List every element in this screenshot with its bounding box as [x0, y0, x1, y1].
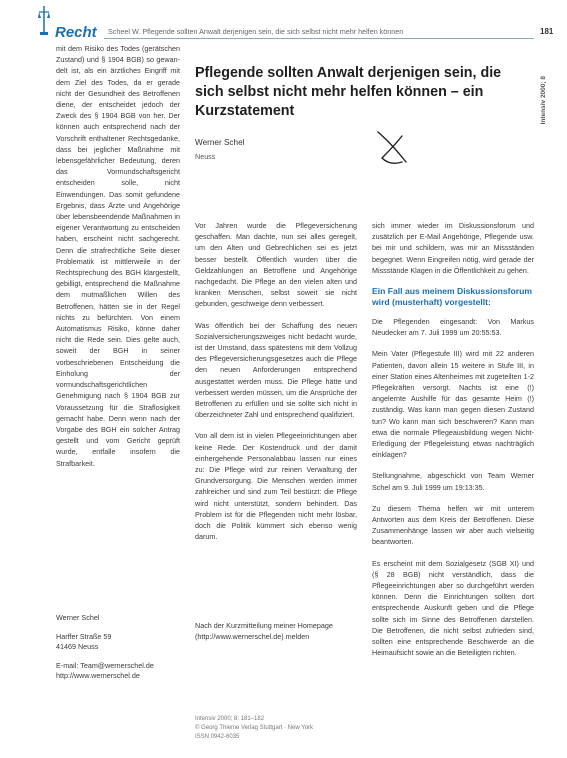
paragraph: Es erscheint mit dem Sozialgesetz (SGB XI) und (§ 28 BGB) nicht verständlich, dass die Pflegeeinrichtungen aber so durchgeführt werden können. Denn die Einrichtungen sollten dort entsprechende Auskunft geben und die Pflege sollte sich im Sinne des Betroffenen darstellen. Die Betroffenen, die nicht selbst zufrieden sind, sollten eine entsprechende Beschwerde an die Heimaufsicht sowie an die Beteiligten richten.	[372, 558, 534, 658]
paragraph: sich immer wieder im Diskussionsforum und zusätzlich per E-Mail Angehörige, Pflegende usw. bei mir und schildern, was mir an Missständen begegnet. Wenn Eingreifen nötig, wird gerade der Missstände Klagen in die Öffentlichkeit zu gehen.	[372, 221, 534, 275]
paragraph: Vor Jahren wurde die Pflegeversicherung geschaffen. Man dachte, nun sei alles geregelt, um den Alten und Gebrechlichen sei es jetzt besser bestellt. Öffentlich wurden über die Geldzahlungen an Betroffene und Angehörige nachgedacht. Die Pflege an den vielen alten und kranken Menschen, selbst soweit sie nicht gebunden, geschweige denn verbessert.	[195, 221, 357, 309]
paragraph: Stellungnahme, abgeschickt von Team Werner Schel am 9. Juli 1999 um 19:13:35.	[372, 471, 534, 492]
article-author: Werner Schel	[195, 138, 245, 147]
contact-street: Harffer Straße 59	[56, 631, 112, 641]
section-tag: Recht	[55, 24, 97, 41]
journal-side-label: Intensiv 2000; 8	[540, 76, 547, 125]
reference-line: Intensiv 2000; 8: 181–182	[195, 716, 265, 722]
running-head: Scheel W. Pflegende sollten Anwalt derjenigen sein, die sich selbst nicht mehr helfen können	[108, 27, 404, 36]
reference-line: © Georg Thieme Verlag Stuttgart · New York	[195, 725, 314, 731]
author-place: Neuss	[195, 152, 216, 161]
article-headline: Pflegende sollten Anwalt derjenigen sein, die sich selbst nicht mehr helfen können – ein Kurzstatement	[195, 65, 502, 119]
forum-subheading: Ein Fall aus meinem Diskussionsforum wird (musterhaft) vorgestellt:	[372, 286, 532, 308]
middle-column-end: Nach der Kurzmitteilung meiner Homepage (http://www.wernerschel.de) melden	[195, 621, 333, 642]
middle-column	[195, 220, 357, 606]
author-signature	[372, 126, 416, 170]
reference-line: ISSN 0942-6035	[195, 734, 240, 740]
page-number: 181	[540, 27, 554, 36]
paragraph: Mein Vater (Pflegestufe III) wird mit 22 anderen Patienten, davon allein 15 weitere in Stufe III, in einer Station eines Altenheimes mit zugeteilten 1-2 Pflegekräften versorgt. Nachts ist eine (!) angelernte Aushilfe für das gesamte Heim (!) zuständig. Was kann man gegen diesen Zustand tun? Wo kann man sich beschweren? Kann man etwa die normale Pflegeausbildung wegen Nicht-Erledigung der Pflegeleistung etwas nachträglich einklagen?	[372, 349, 534, 460]
contact-email: E-mail: Team@wernerschel.de	[56, 660, 154, 670]
paragraph: Zu diesem Thema helfen wir mit unterem Antworten aus dem Kreis der Betroffenen. Diese Zusammenhänge lassen wir aber auch vielseitig beantworten.	[372, 503, 534, 547]
right-column	[372, 220, 534, 758]
author-contact	[56, 613, 180, 682]
contact-web: http://www.wernerschel.de	[56, 671, 140, 681]
contact-name: Werner Schel	[56, 613, 100, 622]
left-column-text: mit dem Risiko des Todes (gerätschen Zustand) und § 1904 BGB) so gewan- delt ist, als ein ärztliches Eingriff mit dem Ziel des Todes, da er gerade nicht der Gesundheit des Betroffenen diene, der entscheidet jedoch der Zweck des § 1904 BGB von her. Der können auch entsprechend nach der Vorschrift enthaltener Rechtsgedanke, dass bei jeglicher Maßnahme mit lebensgefährlicher Bedeutung, deren das Vormundschaftsgericht entscheiden solle, nicht Einwendungen. Das somit gefundene Ergebnis, dass Ärzte und Angehörige über lebensbeendende Maßnahmen in eigener Verantwortung zu entscheiden haben, erscheint nicht sachgerecht. Denn die strafrechtliche Seite dieser Problematik ist mittlerweile in der Rechtsprechung des BGH klargestellt, gebilligt, entsprechend die Maßnahme dem mutmaßlichen Willen des Betroffenen, hätten sie in der Regel nichts zu befürchten. Von einem Automatismus Risiko, könne daher nicht die Rede sein. Dies gelte auch, soweit der BGH in seiner vorbeschriebenen Entscheidung die Einholung der vormundschaftsgerichtlichen Genehmigung nach § 1904 BGB zur Voraussetzung für die Straflosigkeit gemacht habe. Denn wenn nach der Vorgabe des BGH ein solcher Antrag gestellt und vom Gericht geprüft wurde, entfalle insofern die Strafbarkeit.	[56, 44, 180, 468]
paragraph: Von all dem ist in vielen Pflegeeinrichtungen aber keine Rede. Der Kostendruck und der damit einhergehende Personalabbau lassen nur eines zu: Die Pflege wird zur reinen Verwaltung der Grundversorgung. Die Menschen werden immer zahlreicher und sind zum Teil bestürzt: die Pflege wird nicht unterstützt, sondern behindert. Das Problem ist für die Pflegenden nicht mehr lösbar, doch die Politik kümmert sich ebenso wenig darum.	[195, 431, 357, 542]
header-rule	[104, 38, 534, 39]
contact-city: 41469 Neuss	[56, 642, 99, 652]
scales-of-justice-icon	[38, 4, 50, 36]
citation-reference	[195, 715, 313, 742]
paragraph: Die Pflegenden eingesandt: Von Markus Neudecker am 7. Juli 1999 um 20:55:53.	[372, 317, 534, 338]
paragraph: Was öffentlich bei der Schaffung des neuen Sozialversicherungszweiges nicht bedacht wurde, ist der Umstand, dass spätestens mit dem Vollzug des Pflegeversicherungsgesetzes auch die Pflege den neuen Anforderungen entsprechend ausgestattet werden muss. Die Pflege hätte und verbessert werden müssen, um die Ansprüche der Betroffenen zu erfüllen und sie sollte sich nicht in überzeichneter Zahl und entsprechend qualifiziert.	[195, 320, 357, 420]
